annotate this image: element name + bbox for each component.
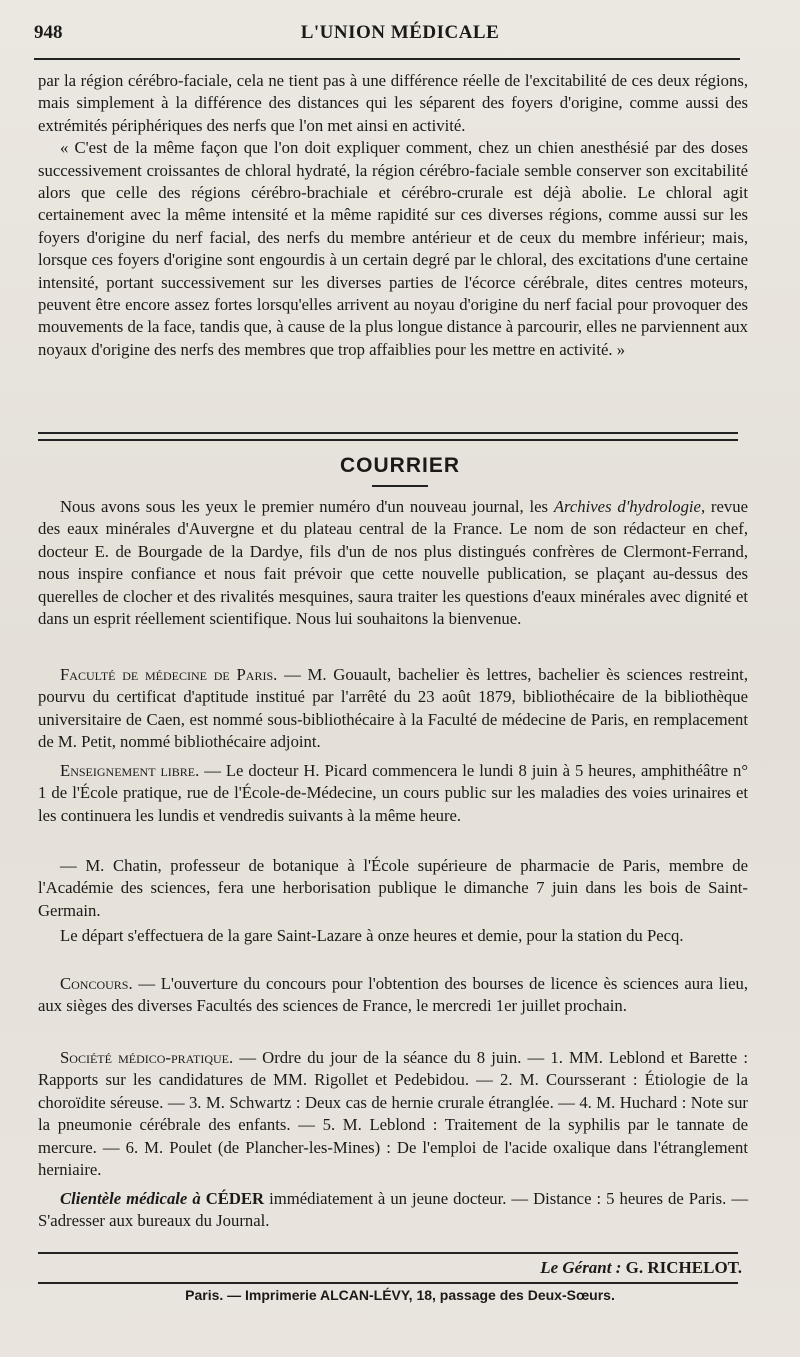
paragraph: Enseignement libre. — Le docteur H. Picard commencera le lundi 8 juin à 5 heures, amphithéâtre n° 1 de l'École pratique, rue de l'École-de-Médecine, un cours public sur les maladies des voies urinaires et les continuera les lundis et vendredis suivants à la même heure. [38, 761, 748, 825]
page-number: 948 [34, 22, 63, 43]
paragraph: Clientèle médicale à CÉDER immédiatement à un jeune docteur. — Distance : 5 heures de Paris. — S'adresser aux bureaux du Journal. [38, 1189, 749, 1231]
header-rule [34, 58, 740, 60]
paragraph: Nous avons sous les yeux le premier numéro d'un nouveau journal, les Archives d'hydrologie, revue des eaux minérales d'Auvergne et du plateau central de la France. Le nom de son rédacteur en chef, docteur E. de Bourgade de la Dardye, fils d'un de nos plus distingués confrères de Clermont-Ferrand, nous inspire confiance et nous fait prévoir que cette nouvelle publication, se plaçant au-dessus des querelles de clocher et des rivalités mesquines, saura traiter les questions d'eaux minérales avec dignité et dans un esprit réellement scientifique. Nous lui souhaitons la bienvenue. [38, 497, 748, 629]
article-continuation [38, 70, 748, 361]
signature [540, 1258, 742, 1278]
paragraph: Concours. — L'ouverture du concours pour l'obtention des bourses de licence ès sciences aura lieu, aux sièges des diverses Facultés des sciences de France, le mercredi 1er juillet prochain. [38, 974, 748, 1016]
chatin-notice [38, 855, 748, 922]
running-header [34, 22, 766, 52]
imprint-rule [38, 1282, 738, 1284]
societe-notice [38, 1047, 748, 1181]
depart-notice [38, 925, 748, 947]
courrier-intro [38, 496, 748, 630]
title-underline [372, 485, 428, 487]
journal-title: L'UNION MÉDICALE [300, 22, 500, 43]
notice-label: Société médico-pratique. [60, 1048, 234, 1067]
paragraph: — M. Chatin, professeur de botanique à l'École supérieure de pharmacie de Paris, membre de l'Académie des sciences, fera une herborisation publique le dimanche 7 juin dans les bois de Saint-Germain. [38, 856, 748, 920]
section-divider [38, 432, 738, 441]
faculte-notice [38, 664, 748, 754]
ceder-word: CÉDER [205, 1189, 265, 1208]
notice-label: Enseignement libre. [60, 761, 200, 780]
enseignement-notice [38, 760, 748, 827]
paragraph: Le départ s'effectuera de la gare Saint-Lazare à onze heures et demie, pour la station du Pecq. [60, 926, 684, 945]
imprint-line: Paris. — Imprimerie ALCAN-LÉVY, 18, passage des Deux-Sœurs. [185, 1287, 615, 1303]
signature-name: G. RICHELOT. [625, 1258, 742, 1277]
paragraph: « C'est de la même façon que l'on doit expliquer comment, chez un chien anesthésié par des doses successivement croissantes de chloral hydraté, la région cérébro-faciale semble conserver son excitabilité alors que celle des régions cérébro-brachiale et cérébro-crurale est déjà abolie. Le chloral agit certainement avec la même intensité et la même rapidité sur ces diverses régions, comme aussi sur les foyers d'origine du nerf facial, des nerfs du membre antérieur et de ceux du membre inférieur; mais, lorsque ces foyers d'origine sont engourdis à un certain degré par le chloral, des excitations d'une certaine intensité, portant successivement sur les diverses parties de l'écorce cérébrale, dites centres moteurs, peuvent être encore assez fortes lorsqu'elles arrivent au noyau d'origine du nerf facial pour provoquer des mouvements de la face, tandis que, à cause de la plus longue distance à parcourir, elles ne parviennent aux noyaux d'origine des nerfs des membres que trop affaiblies pour les mettre en activité. » [38, 138, 748, 359]
notice-label: Faculté de médecine de Paris. [60, 665, 278, 684]
paragraph: par la région cérébro-faciale, cela ne tient pas à une différence réelle de l'excitabilité de ces deux régions, mais simplement à la différence des distances qui les séparent des foyers d'origine, comme aussi des extrémités périphériques des nerfs que l'on met ainsi en activité. [38, 71, 748, 135]
notice-label: Concours. [60, 974, 133, 993]
journal-name: Archives d'hydrologie [553, 497, 701, 516]
paragraph: Société médico-pratique. — Ordre du jour de la séance du 8 juin. — 1. MM. Leblond et Barette : Rapports sur les candidatures de MM. Rigollet et Pedebidou. — 2. M. Coursserant : Étiologie de la choroïdite séreuse. — 3. M. Schwartz : Deux cas de hernie crurale étranglée. — 4. M. Huchard : Note sur la pneumonie cérébrale des enfants. — 5. M. Leblond : Traitement de la syphilis par le tannate de mercure. — 6. M. Poulet (de Plancher-les-Mines) : De l'emploi de l'acide oxalique dans l'étranglement herniaire. [38, 1048, 749, 1180]
signature-rule [38, 1252, 738, 1254]
signature-label: Le Gérant : [540, 1258, 622, 1277]
concours-notice [38, 973, 748, 1018]
clientele-notice [38, 1188, 748, 1233]
paragraph: Faculté de médecine de Paris. — M. Gouault, bachelier ès lettres, bachelier ès sciences restreint, pourvu du certificat d'aptitude institué par l'arrêté du 23 août 1879, bibliothécaire de la bibliothèque universitaire de Caen, est nommé sous-bibliothécaire à la Faculté de médecine de Paris, en remplacement de M. Petit, nommé bibliothécaire adjoint. [38, 665, 748, 752]
section-title: COURRIER [339, 454, 460, 477]
